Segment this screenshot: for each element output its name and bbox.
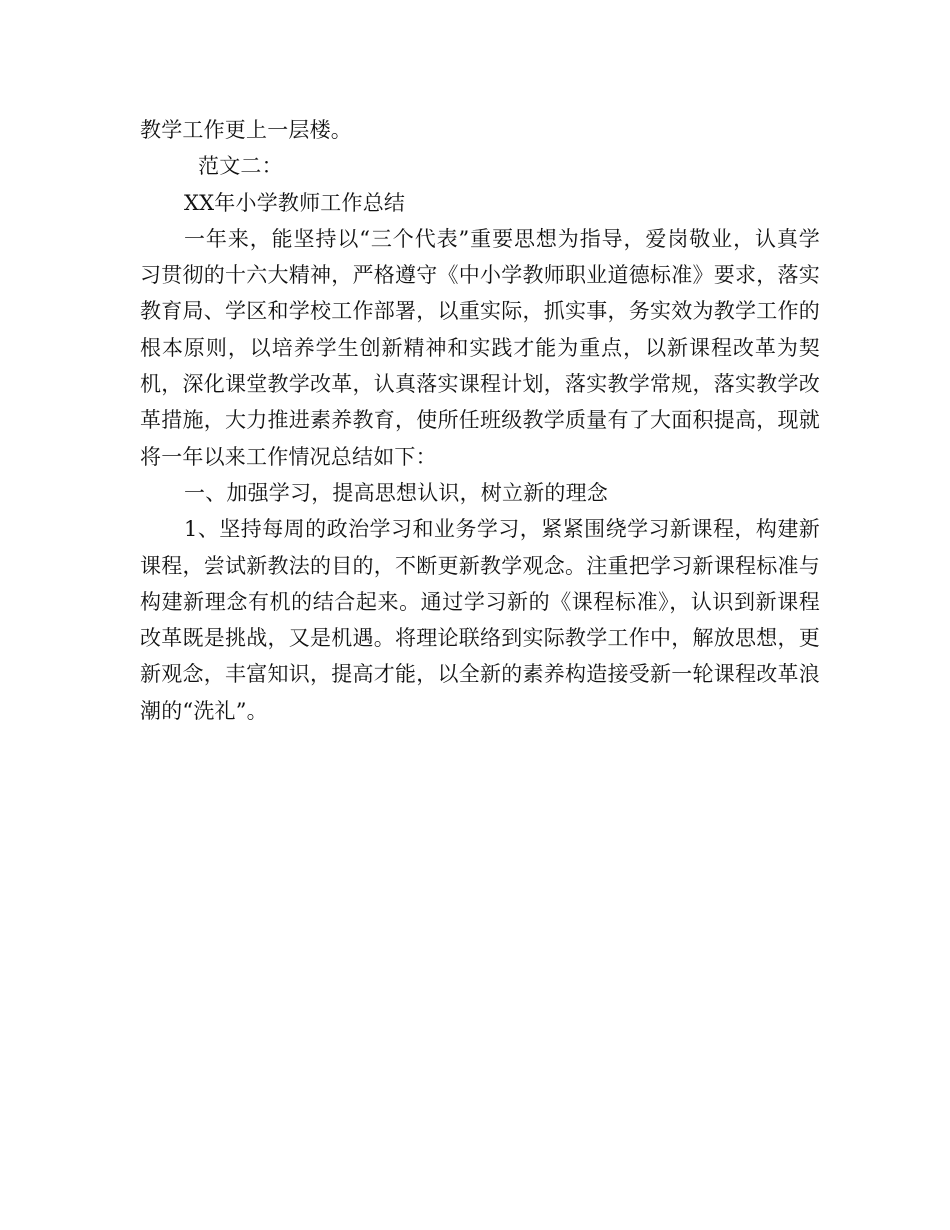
paragraph-item-1: 1、坚持每周的政治学习和业务学习，紧紧围绕学习新课程，构建新课程，尝试新教法的目的，不断更新教学观念。注重把学习新课程标准与构建新理念有机的结合起来。通过学习新的《课程标准》，认识到新课程改革既是挑战，又是机遇。将理论联络到实际教学工作中，解放思想，更新观念，丰富知识，提高才能，以全新的素养构造接受新一轮课程改革浪潮的“洗礼”。 <box>140 517 820 723</box>
paragraph-continuation: 教学工作更上一层楼。 <box>140 118 352 142</box>
document-title: XX年小学教师工作总结 <box>184 190 406 215</box>
section-label: 范文二： <box>198 154 283 179</box>
document-body <box>140 112 820 729</box>
section-heading: 一、加强学习，提高思想认识，树立新的理念 <box>184 480 608 505</box>
paragraph-intro: 一年来，能坚持以“三个代表”重要思想为指导，爱岗敬业，认真学习贯彻的十六大精神，严格遵守《中小学教师职业道德标准》要求，落实教育局、学区和学校工作部署，以重实际，抓实事，务实效为教学工作的根本原则，以培养学生创新精神和实践才能为重点，以新课程改革为契机，深化课堂教学改革，认真落实课程计划，落实教学常规，落实教学改革措施，大力推进素养教育，使所任班级教学质量有了大面积提高，现就将一年以来工作情况总结如下： <box>140 226 820 469</box>
